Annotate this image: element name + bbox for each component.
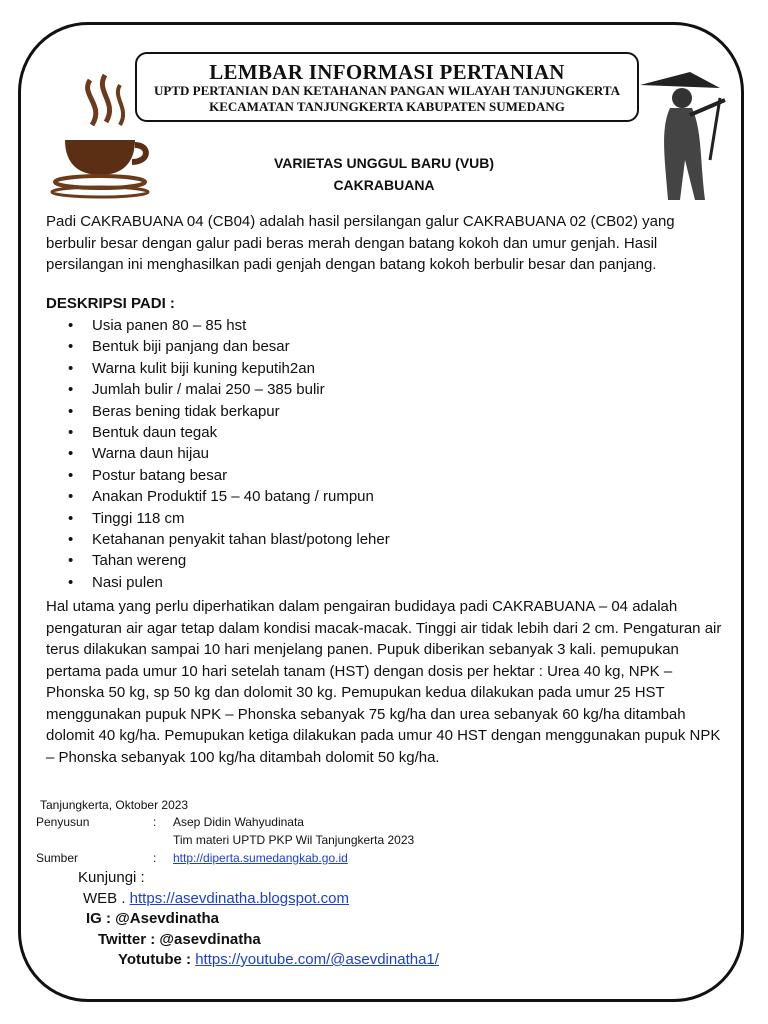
description-item — [46, 465, 390, 486]
youtube-row — [118, 951, 439, 969]
description-item-text: Jumlah bulir / malai 250 – 385 bulir — [92, 381, 325, 399]
bullet-icon: • — [68, 359, 74, 377]
visit-label: Kunjungi : — [78, 869, 145, 886]
bullet-icon: • — [68, 552, 74, 570]
description-item-text: Tinggi 118 cm — [92, 509, 185, 527]
document-subtitle: CAKRABUANA — [333, 177, 435, 193]
youtube-link[interactable]: https://youtube.com/@asevdinatha1/ — [195, 951, 439, 968]
description-item-text: Tahan wereng — [92, 552, 187, 570]
web-label: WEB . — [83, 890, 130, 907]
author-team: Tim materi UPTD PKP Wil Tanjungkerta 2023 — [173, 833, 415, 847]
description-item-text: Ketahanan penyakit tahan blast/potong leher — [92, 530, 390, 548]
youtube-label: Yotutube : — [118, 951, 196, 968]
instagram-handle: IG : @Asevdinatha — [86, 910, 219, 927]
bullet-icon: • — [68, 509, 74, 527]
description-item — [46, 379, 390, 400]
author-name: Asep Didin Wahyudinata — [173, 815, 304, 829]
web-link[interactable]: https://asevdinatha.blogspot.com — [129, 890, 349, 907]
bullet-icon: • — [68, 317, 74, 334]
description-item — [46, 358, 390, 379]
description-list — [46, 315, 390, 593]
bullet-icon: • — [68, 381, 74, 399]
place-date: Tanjungkerta, Oktober 2023 — [40, 798, 189, 812]
twitter-handle: Twitter : @asevdinatha — [98, 931, 261, 948]
description-item-text: Beras bening tidak berkapur — [92, 402, 280, 420]
source-label: Sumber — [36, 851, 79, 865]
bullet-icon: • — [68, 423, 74, 441]
bullet-icon: • — [68, 488, 74, 506]
intro-paragraph: Padi CAKRABUANA 04 (CB04) adalah hasil persilangan galur CAKRABUANA 02 (CB02) yang berbulir besar dengan galur padi beras merah dengan batang kokoh dan umur genjah. Hasil persilangan ini menghasilkan padi genjah dengan batang kokoh berbulir besar dan panjang. — [46, 213, 675, 273]
description-item-text: Bentuk daun tegak — [92, 423, 218, 441]
description-item — [46, 315, 390, 336]
bullet-icon: • — [68, 402, 74, 420]
description-item — [46, 336, 390, 357]
description-item-text: Postur batang besar — [92, 466, 228, 484]
body-paragraph: Hal utama yang perlu diperhatikan dalam pengairan budidaya padi CAKRABUANA – 04 adalah pengaturan air agar tetap dalam kondisi macak-macak. Tinggi air tidak lebih dari 2 cm. Pengaturan air terus dilakukan sampai 10 hari menjelang panen. Pupuk diberikan sebanyak 3 kali. pemupukan pertama pada umur 10 hari setelah tanam (HST) dengan dosis per hektar : Urea 40 kg, NPK – Phonska 50 kg, sp 50 kg dan dolomit 30 kg. Pemupukan kedua dilakukan pada umur 25 HST menggunakan pupuk NPK – Phonska sebanyak 75 kg/ha dan urea sebanyak 60 kg/ha ditambah dolomit 40 kg/ha. Pemupukan ketiga dilakukan pada umur 40 HST dengan menggunakan pupuk NPK – Phonska sebanyak 100 kg/ha ditambah dolomit 50 kg/ha. — [46, 598, 722, 766]
description-item — [46, 508, 390, 529]
header-line2: KECAMATAN TANJUNGKERTA KABUPATEN SUMEDANG — [209, 99, 565, 114]
author-label: Penyusun — [36, 815, 90, 829]
source-colon: : — [153, 851, 157, 865]
description-item-text: Anakan Produktif 15 – 40 batang / rumpun — [92, 488, 374, 506]
web-row — [83, 890, 349, 908]
author-colon: : — [153, 815, 157, 829]
description-item — [46, 443, 390, 464]
description-item — [46, 486, 390, 507]
description-item — [46, 529, 390, 550]
description-item — [46, 550, 390, 571]
bullet-icon: • — [68, 466, 74, 484]
description-item — [46, 572, 390, 593]
bullet-icon: • — [68, 530, 74, 548]
bullet-icon: • — [68, 573, 74, 591]
header-line1: UPTD PERTANIAN DAN KETAHANAN PANGAN WILAYAH TANJUNGKERTA — [154, 83, 620, 98]
bullet-icon: • — [68, 445, 74, 463]
description-item-text: Usia panen 80 – 85 hst — [92, 317, 247, 334]
description-item — [46, 422, 390, 443]
description-item-text: Nasi pulen — [92, 573, 163, 591]
description-item — [46, 401, 390, 422]
header-title: LEMBAR INFORMASI PERTANIAN — [209, 60, 565, 84]
description-heading: DESKRIPSI PADI : — [46, 295, 175, 312]
source-link[interactable]: http://diperta.sumedangkab.go.id — [173, 851, 348, 865]
bullet-icon: • — [68, 338, 74, 356]
document-title: VARIETAS UNGGUL BARU (VUB) — [273, 155, 495, 171]
header-box — [135, 52, 639, 122]
description-item-text: Bentuk biji panjang dan besar — [92, 338, 290, 356]
description-item-text: Warna daun hijau — [92, 445, 210, 463]
description-item-text: Warna kulit biji kuning keputih2an — [92, 359, 315, 377]
